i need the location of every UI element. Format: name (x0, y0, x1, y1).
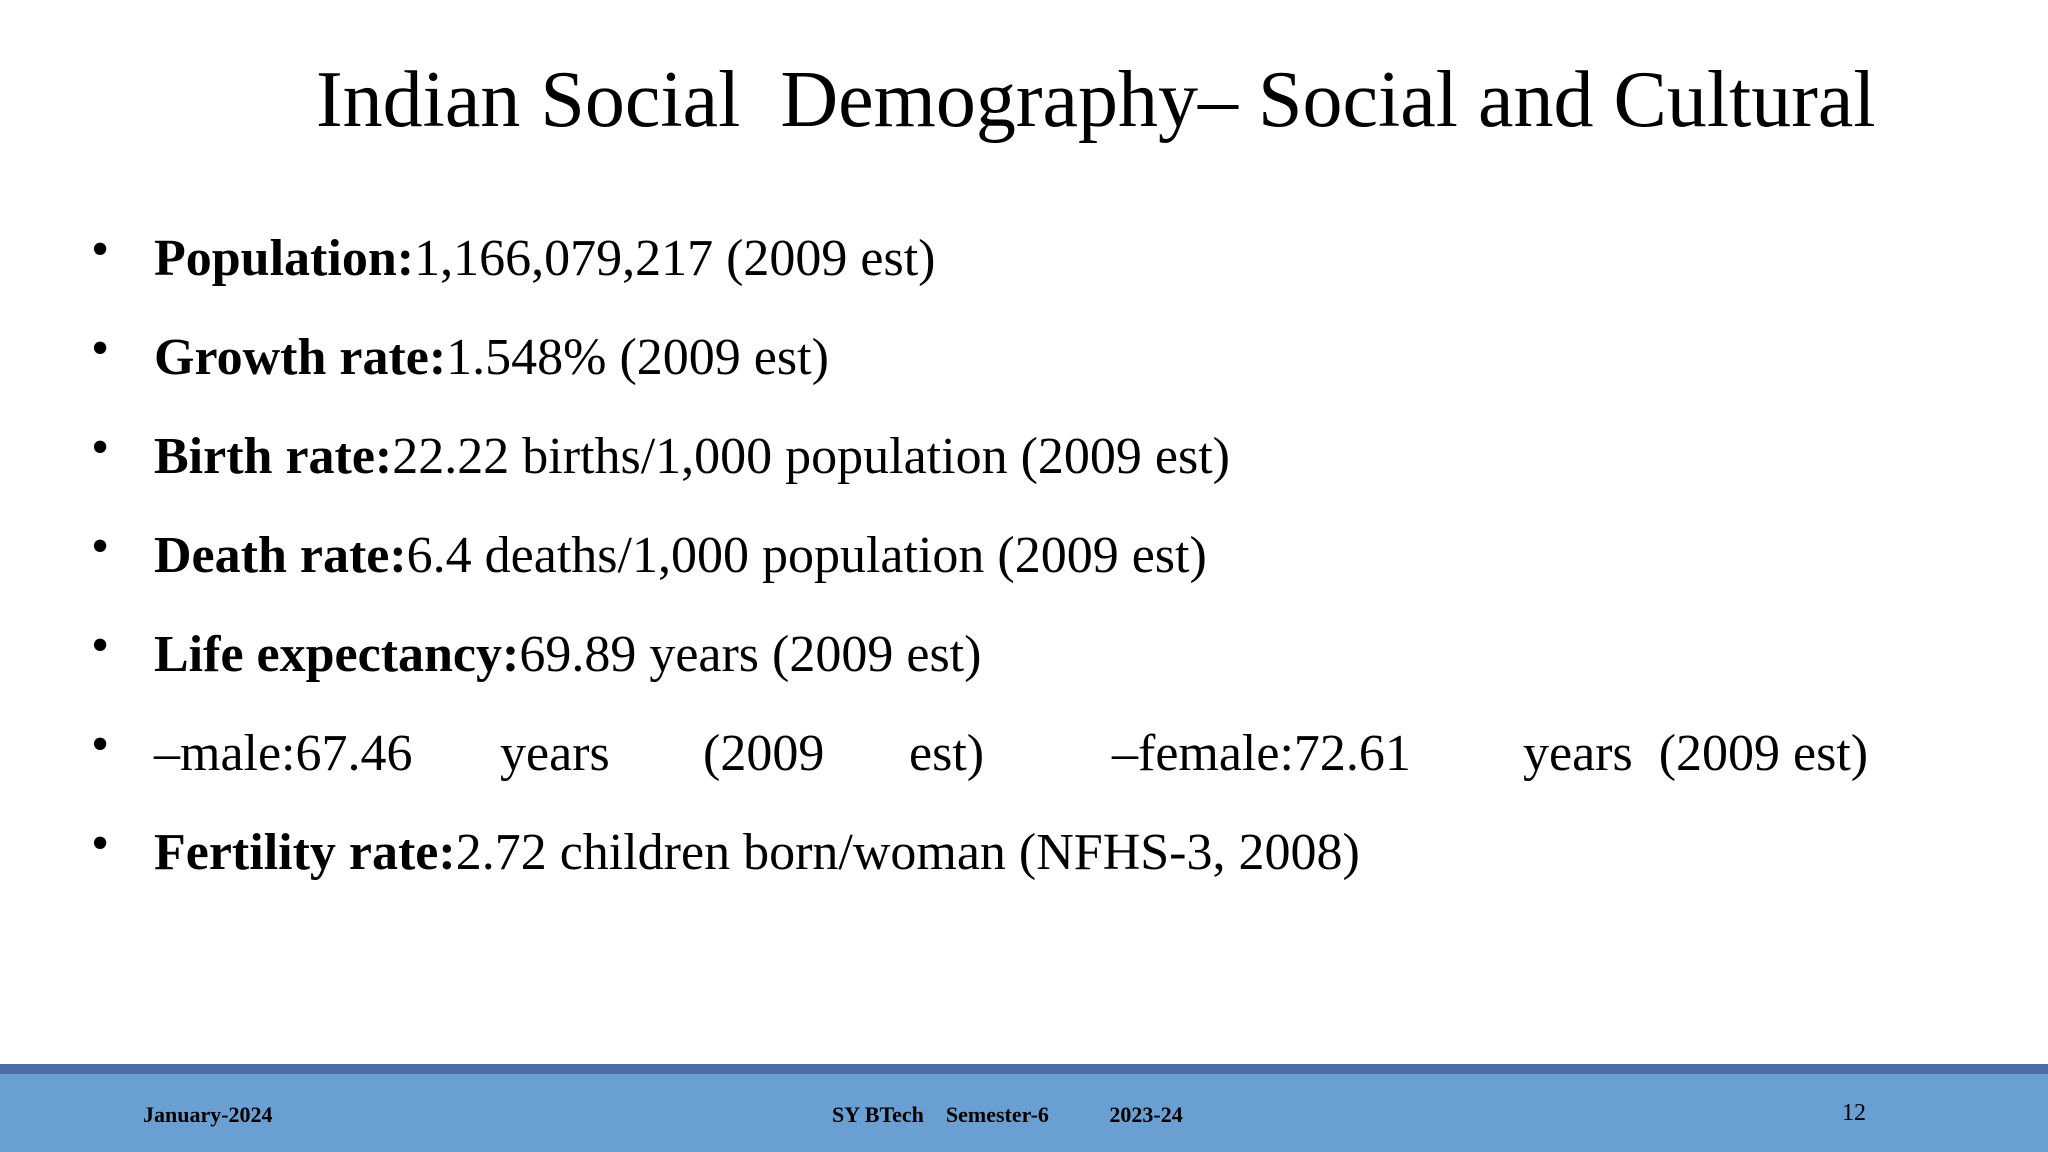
list-item (0, 803, 2048, 902)
female-life-expectancy: –female:72.61 (1112, 725, 1411, 782)
bullet-dot-icon: • (91, 815, 110, 872)
bullet-label: Life expectancy: (154, 626, 520, 683)
male-year: (2009 (703, 725, 825, 782)
bullet-dot-icon: • (91, 518, 110, 575)
bullet-text (154, 803, 1360, 902)
bullet-text (154, 407, 1230, 506)
footer-divider (0, 1064, 2048, 1074)
bullet-value: 22.22 births/1,000 population (2009 est) (392, 428, 1230, 485)
bullet-text (154, 605, 981, 704)
slide-title: Indian Social Demography– Social and Cultural (316, 56, 1876, 144)
bullet-value: 1,166,079,217 (2009 est) (414, 230, 936, 287)
bullet-text (154, 308, 829, 407)
bullet-value: 69.89 years (2009 est) (519, 626, 982, 683)
list-item (0, 506, 2048, 605)
male-life-expectancy: –male:67.46 (154, 725, 413, 782)
bullet-value: 6.4 deaths/1,000 population (2009 est) (406, 527, 1207, 584)
list-item (0, 209, 2048, 308)
footer-date: January-2024 (143, 1102, 273, 1127)
bullet-label: Growth rate: (154, 329, 447, 386)
bullet-dot-icon: • (91, 617, 110, 674)
page-number: 12 (1842, 1100, 1866, 1126)
bullet-dot-icon: • (91, 320, 110, 377)
footer-bar (0, 1074, 2048, 1152)
male-years: years (500, 725, 610, 782)
footer-course: SY BTech Semester-6 2023-24 (832, 1102, 1183, 1127)
list-item-gender (0, 704, 2048, 803)
female-rest: years (2009 est) (1523, 725, 1869, 782)
bullet-text (154, 209, 935, 308)
bullet-label: Population: (154, 230, 415, 287)
bullet-label: Death rate: (154, 527, 407, 584)
list-item (0, 407, 2048, 506)
bullet-text (154, 506, 1207, 605)
bullet-value: 1.548% (2009 est) (446, 329, 829, 386)
bullet-value: 2.72 children born/woman (NFHS-3, 2008) (455, 824, 1360, 881)
list-item (0, 308, 2048, 407)
bullet-dot-icon: • (91, 716, 110, 773)
male-est: est) (909, 725, 985, 782)
bullet-label: Fertility rate: (154, 824, 456, 881)
bullet-list (0, 209, 2048, 902)
bullet-dot-icon: • (91, 419, 110, 476)
bullet-dot-icon: • (91, 221, 110, 278)
bullet-label: Birth rate: (154, 428, 393, 485)
list-item (0, 605, 2048, 704)
